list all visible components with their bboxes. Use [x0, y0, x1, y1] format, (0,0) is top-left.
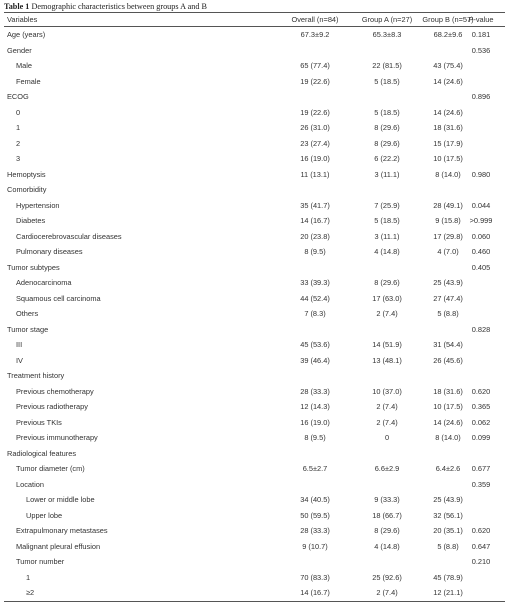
variable-cell: III	[16, 340, 23, 350]
overall-cell: 50 (59.5)	[300, 510, 330, 520]
table-row	[4, 244, 505, 260]
p-value-cell	[456, 368, 506, 384]
variable-cell: Pulmonary diseases	[16, 247, 83, 257]
overall-cell: 70 (83.3)	[300, 572, 330, 582]
p-value-cell: 0.980	[471, 169, 491, 179]
group-b-cell: 68.2±9.6	[433, 30, 463, 40]
p-value-cell	[456, 508, 506, 524]
group-a-cell	[347, 43, 427, 59]
group-a-cell	[347, 554, 427, 570]
p-value-cell: 0.896	[471, 92, 491, 102]
p-value-cell	[456, 74, 506, 90]
group-a-cell	[347, 260, 427, 276]
variable-cell: Female	[16, 76, 41, 86]
group-a-cell: 22 (81.5)	[372, 61, 402, 71]
variable-cell: Treatment history	[7, 371, 65, 381]
p-value-cell: 0.044	[471, 200, 491, 210]
overall-cell	[285, 368, 345, 384]
group-a-cell: 4 (14.8)	[374, 247, 400, 257]
variable-cell: Location	[16, 479, 44, 489]
overall-cell: 26 (31.0)	[300, 123, 330, 133]
group-b-cell: 10 (17.5)	[433, 154, 463, 164]
group-b-cell: 17 (29.8)	[433, 231, 463, 241]
table-row	[4, 291, 505, 307]
group-b-cell: 28 (49.1)	[433, 200, 463, 210]
overall-cell: 12 (14.3)	[300, 402, 330, 412]
variable-cell: Tumor subtypes	[7, 262, 60, 272]
group-b-cell: 43 (75.4)	[433, 61, 463, 71]
variable-cell: Hypertension	[16, 200, 60, 210]
p-value-cell: 0.062	[471, 417, 491, 427]
p-value-cell	[456, 306, 506, 322]
variable-cell: Tumor stage	[7, 324, 49, 334]
p-value-cell	[456, 570, 506, 586]
group-a-cell	[347, 477, 427, 493]
group-b-cell: 5 (8.8)	[437, 309, 459, 319]
overall-cell: 19 (22.6)	[300, 107, 330, 117]
overall-cell	[285, 89, 345, 105]
group-b-cell: 18 (31.6)	[433, 386, 463, 396]
variable-cell: IV	[16, 355, 23, 365]
table-row	[4, 58, 505, 74]
group-a-cell	[347, 446, 427, 462]
group-a-cell	[347, 368, 427, 384]
table-caption-title: Demographic characteristics between groups A and B	[31, 2, 207, 11]
overall-cell: 34 (40.5)	[300, 495, 330, 505]
variable-cell: Squamous cell carcinoma	[16, 293, 101, 303]
variable-cell: ECOG	[7, 92, 29, 102]
group-a-cell: 5 (18.5)	[374, 107, 400, 117]
group-a-cell: 10 (37.0)	[372, 386, 402, 396]
overall-cell: 28 (33.3)	[300, 526, 330, 536]
overall-cell: 14 (16.7)	[300, 216, 330, 226]
table-row	[4, 213, 505, 229]
overall-cell	[285, 322, 345, 338]
table-row	[4, 492, 505, 508]
p-value-cell: 0.620	[471, 526, 491, 536]
group-a-cell: 2 (7.4)	[376, 309, 398, 319]
group-a-cell: 7 (25.9)	[374, 200, 400, 210]
p-value-cell	[456, 275, 506, 291]
table-row	[4, 136, 505, 152]
header-variables: Variables	[7, 15, 38, 24]
table-row	[4, 585, 505, 601]
overall-cell: 16 (19.0)	[300, 417, 330, 427]
variable-cell: 1	[26, 572, 31, 582]
table-row	[4, 260, 505, 276]
variable-cell: Adenocarcinoma	[16, 278, 72, 288]
overall-cell	[285, 260, 345, 276]
group-b-cell: 4 (7.0)	[437, 247, 459, 257]
table-row	[4, 167, 505, 183]
variable-cell: Tumor number	[16, 557, 65, 567]
variable-cell: Comorbidity	[7, 185, 47, 195]
p-value-cell: 0.647	[471, 541, 491, 551]
group-a-cell: 2 (7.4)	[376, 417, 398, 427]
p-value-cell: 0.365	[471, 402, 491, 412]
variable-cell: Tumor diameter (cm)	[16, 464, 85, 474]
group-b-cell: 14 (24.6)	[433, 107, 463, 117]
overall-cell	[285, 446, 345, 462]
p-value-cell	[456, 353, 506, 369]
group-a-cell: 8 (29.6)	[374, 278, 400, 288]
overall-cell: 39 (46.4)	[300, 355, 330, 365]
group-b-cell: 10 (17.5)	[433, 402, 463, 412]
group-a-cell: 2 (7.4)	[376, 588, 398, 598]
variable-cell: Cardiocerebrovascular diseases	[16, 231, 122, 241]
group-a-cell: 0	[384, 433, 390, 443]
group-a-cell: 6.6±2.9	[374, 464, 400, 474]
overall-cell: 6.5±2.7	[302, 464, 328, 474]
group-a-cell: 5 (18.5)	[374, 76, 400, 86]
group-a-cell: 17 (63.0)	[372, 293, 402, 303]
group-b-cell: 8 (14.0)	[435, 433, 461, 443]
variable-cell: Age (years)	[7, 30, 46, 40]
variable-cell: Previous immunotherapy	[16, 433, 98, 443]
table-row	[4, 322, 505, 338]
p-value-cell: 0.060	[471, 231, 491, 241]
p-value-cell: 0.099	[471, 433, 491, 443]
variable-cell: Previous radiotherapy	[16, 402, 88, 412]
header-overall: Overall (n=84)	[291, 15, 339, 24]
group-b-cell: 20 (35.1)	[433, 526, 463, 536]
table-row	[4, 539, 505, 555]
variable-cell: Male	[16, 61, 33, 71]
overall-cell	[285, 182, 345, 198]
demographics-table	[4, 12, 505, 602]
variable-cell: Previous TKIs	[16, 417, 62, 427]
overall-cell: 8 (9.5)	[304, 433, 326, 443]
variable-cell: Lower or middle lobe	[26, 495, 95, 505]
group-a-cell: 2 (7.4)	[376, 402, 398, 412]
p-value-cell	[456, 182, 506, 198]
variable-cell: 3	[16, 154, 21, 164]
variable-cell: Others	[16, 309, 39, 319]
group-a-cell: 9 (33.3)	[374, 495, 400, 505]
table-row	[4, 446, 505, 462]
group-b-cell: 15 (17.9)	[433, 138, 463, 148]
table-row	[4, 89, 505, 105]
group-b-cell: 14 (24.6)	[433, 76, 463, 86]
overall-cell: 9 (10.7)	[302, 541, 328, 551]
p-value-cell	[456, 337, 506, 353]
table-row	[4, 477, 505, 493]
group-a-cell: 18 (66.7)	[372, 510, 402, 520]
p-value-cell	[456, 105, 506, 121]
p-value-cell: 0.620	[471, 386, 491, 396]
table-row	[4, 105, 505, 121]
table-caption-label: Table 1	[4, 2, 30, 11]
variable-cell: Radiological features	[7, 448, 77, 458]
group-a-cell: 14 (51.9)	[372, 340, 402, 350]
overall-cell	[285, 43, 345, 59]
overall-cell	[285, 477, 345, 493]
overall-cell: 67.3±9.2	[300, 30, 330, 40]
group-b-cell: 45 (78.9)	[433, 572, 463, 582]
variable-cell: Extrapulmonary metastases	[16, 526, 108, 536]
table-row	[4, 415, 505, 431]
table-header-row	[4, 12, 505, 27]
group-a-cell: 8 (29.6)	[374, 123, 400, 133]
overall-cell: 16 (19.0)	[300, 154, 330, 164]
variable-cell: Previous chemotherapy	[16, 386, 94, 396]
table-row	[4, 74, 505, 90]
overall-cell: 35 (41.7)	[300, 200, 330, 210]
table-row	[4, 384, 505, 400]
header-p-value: P-value	[468, 15, 494, 24]
table-row	[4, 353, 505, 369]
p-value-cell: 0.359	[471, 479, 491, 489]
overall-cell: 28 (33.3)	[300, 386, 330, 396]
overall-cell: 45 (53.6)	[300, 340, 330, 350]
group-b-cell: 9 (15.8)	[435, 216, 461, 226]
group-b-cell: 27 (47.4)	[433, 293, 463, 303]
group-a-cell	[347, 89, 427, 105]
p-value-cell	[456, 446, 506, 462]
overall-cell: 11 (13.1)	[300, 169, 330, 179]
table-row	[4, 430, 505, 446]
group-a-cell: 8 (29.6)	[374, 526, 400, 536]
p-value-cell	[456, 136, 506, 152]
p-value-cell	[456, 120, 506, 136]
overall-cell	[285, 554, 345, 570]
table-row	[4, 198, 505, 214]
table-row	[4, 554, 505, 570]
overall-cell: 44 (52.4)	[300, 293, 330, 303]
p-value-cell: 0.210	[471, 557, 491, 567]
group-b-cell: 18 (31.6)	[433, 123, 463, 133]
overall-cell: 8 (9.5)	[304, 247, 326, 257]
table-row	[4, 306, 505, 322]
group-b-cell: 26 (45.6)	[433, 355, 463, 365]
table-row	[4, 399, 505, 415]
p-value-cell: 0.536	[471, 45, 491, 55]
overall-cell: 33 (39.3)	[300, 278, 330, 288]
table-row	[4, 120, 505, 136]
table-row	[4, 461, 505, 477]
p-value-cell: 0.460	[471, 247, 491, 257]
table-row	[4, 570, 505, 586]
group-b-cell: 32 (56.1)	[433, 510, 463, 520]
group-b-cell: 14 (24.6)	[433, 417, 463, 427]
p-value-cell: 0.828	[471, 324, 491, 334]
table-row	[4, 523, 505, 539]
p-value-cell	[456, 151, 506, 167]
group-a-cell: 6 (22.2)	[374, 154, 400, 164]
table-row	[4, 182, 505, 198]
group-a-cell: 4 (14.8)	[374, 541, 400, 551]
table-row	[4, 151, 505, 167]
table-row	[4, 43, 505, 59]
group-a-cell: 3 (11.1)	[374, 231, 400, 241]
group-a-cell: 65.3±8.3	[372, 30, 402, 40]
group-a-cell: 13 (48.1)	[372, 355, 402, 365]
variable-cell: Malignant pleural effusion	[16, 541, 101, 551]
table-row	[4, 229, 505, 245]
group-a-cell	[347, 322, 427, 338]
overall-cell: 65 (77.4)	[300, 61, 330, 71]
group-b-cell: 25 (43.9)	[433, 278, 463, 288]
table-row	[4, 27, 505, 43]
p-value-cell: >0.999	[469, 216, 493, 226]
table-caption	[4, 2, 207, 11]
group-a-cell: 25 (92.6)	[372, 572, 402, 582]
table-row	[4, 508, 505, 524]
group-a-cell	[347, 182, 427, 198]
variable-cell: 0	[16, 107, 21, 117]
group-b-cell: 5 (8.8)	[437, 541, 459, 551]
overall-cell: 23 (27.4)	[300, 138, 330, 148]
table-row	[4, 275, 505, 291]
variable-cell: 2	[16, 138, 21, 148]
variable-cell: Diabetes	[16, 216, 46, 226]
variable-cell: Upper lobe	[26, 510, 63, 520]
header-group-b: Group B (n=57)	[422, 15, 474, 24]
group-b-cell: 6.4±2.6	[435, 464, 461, 474]
overall-cell: 20 (23.8)	[300, 231, 330, 241]
overall-cell: 19 (22.6)	[300, 76, 330, 86]
p-value-cell: 0.405	[471, 262, 491, 272]
group-a-cell: 5 (18.5)	[374, 216, 400, 226]
p-value-cell	[456, 492, 506, 508]
header-group-a: Group A (n=27)	[361, 15, 413, 24]
group-b-cell: 31 (54.4)	[433, 340, 463, 350]
variable-cell: Gender	[7, 45, 32, 55]
group-b-cell: 8 (14.0)	[435, 169, 461, 179]
p-value-cell	[456, 291, 506, 307]
group-b-cell: 12 (21.1)	[433, 588, 463, 598]
overall-cell: 14 (16.7)	[300, 588, 330, 598]
p-value-cell: 0.181	[471, 30, 491, 40]
variable-cell: 1	[16, 123, 21, 133]
group-b-cell: 25 (43.9)	[433, 495, 463, 505]
group-a-cell: 3 (11.1)	[374, 169, 400, 179]
table-row	[4, 368, 505, 384]
overall-cell: 7 (8.3)	[304, 309, 326, 319]
p-value-cell	[456, 585, 506, 601]
table-body	[4, 27, 505, 602]
variable-cell: ≥2	[26, 588, 35, 598]
table-row	[4, 337, 505, 353]
variable-cell: Hemoptysis	[7, 169, 46, 179]
p-value-cell: 0.677	[471, 464, 491, 474]
p-value-cell	[456, 58, 506, 74]
group-a-cell: 8 (29.6)	[374, 138, 400, 148]
